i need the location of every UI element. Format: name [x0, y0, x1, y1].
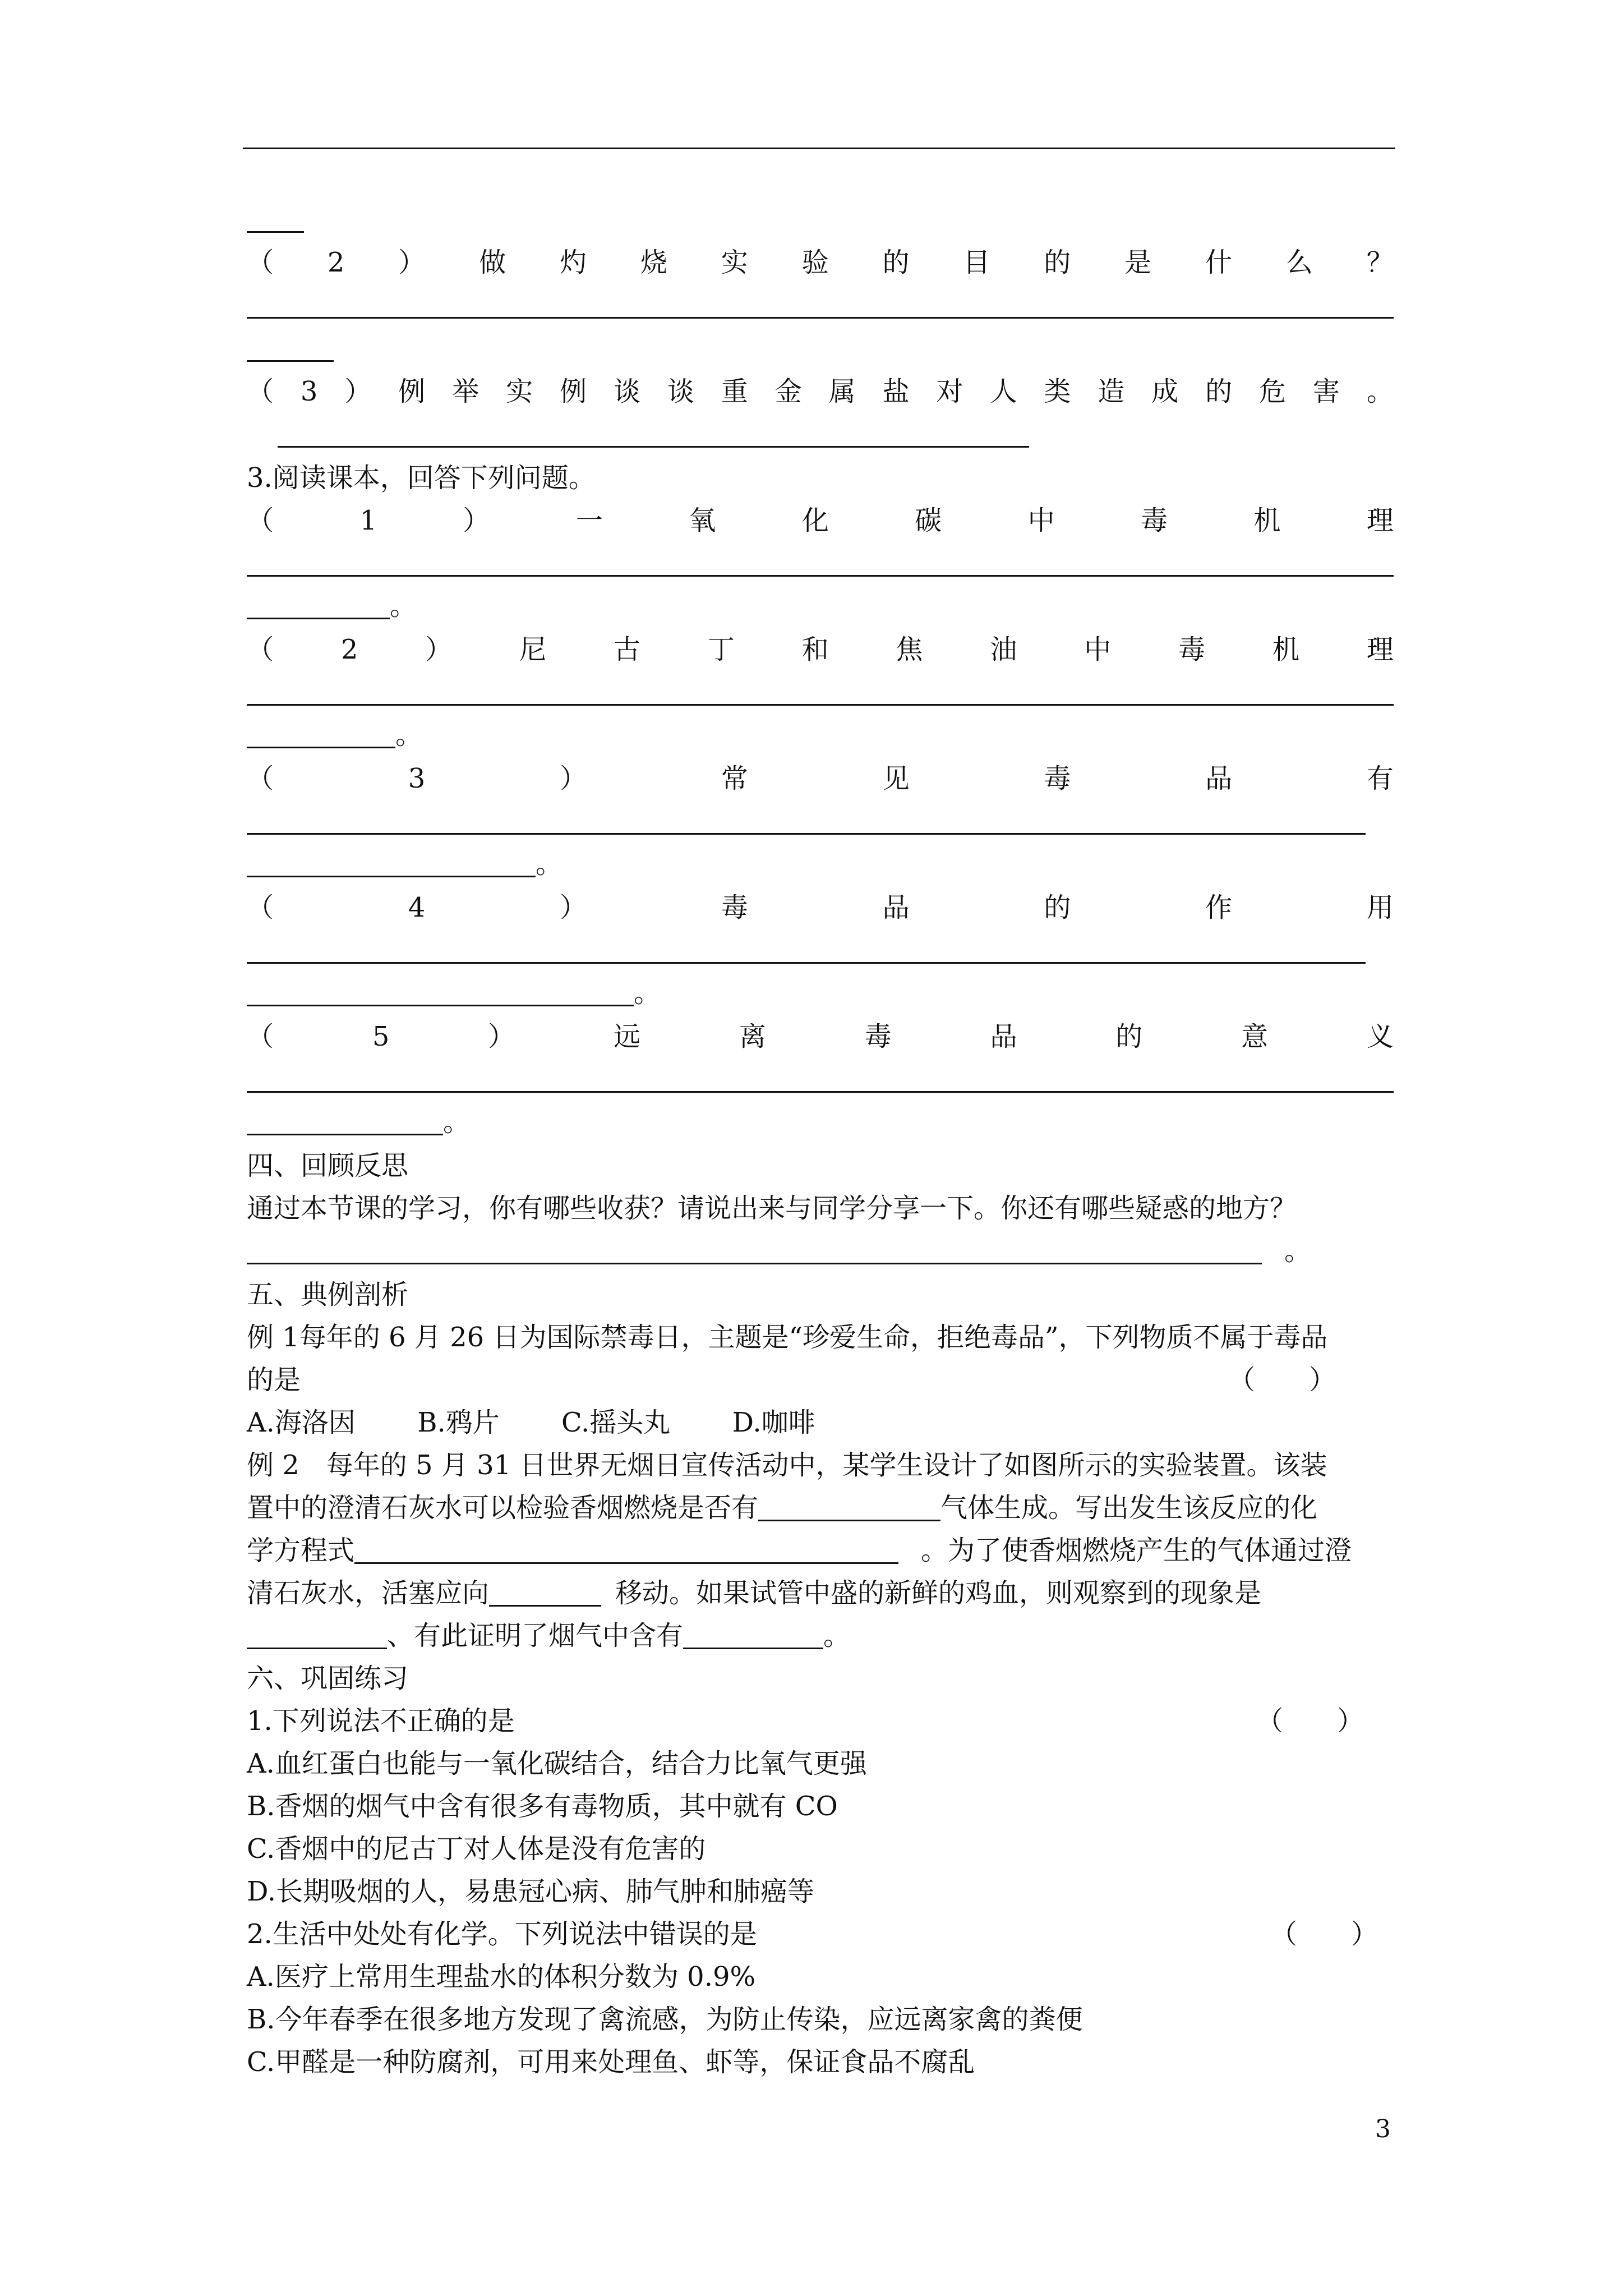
question-char: 毒 [864, 1021, 892, 1052]
question-char: 金 [774, 376, 802, 407]
question-char: ） [560, 892, 587, 923]
practice-2-option-a[interactable]: A.医疗上常用生理盐水的体积分数为 0.9% [247, 1961, 756, 1993]
question-char: 做 [479, 247, 506, 278]
question-char: ） [344, 376, 372, 407]
practice-1-option-d[interactable]: D.长期吸烟的人，易患冠心病、肺气肿和肺癌等 [247, 1876, 815, 1907]
question-char: 谈 [667, 376, 694, 407]
question-char: （ [247, 505, 274, 536]
question-char: ） [463, 505, 490, 536]
answer-paren[interactable]: （ ） [1270, 1918, 1378, 1950]
question-char: 和 [801, 634, 829, 665]
practice-1-option-c[interactable]: C.香烟中的尼古丁对人体是没有危害的 [247, 1833, 706, 1865]
answer-line-end: 。 [247, 1105, 470, 1139]
question-char: 的 [882, 247, 910, 278]
question-char: （ [247, 376, 274, 407]
answer-blank[interactable] [683, 1621, 823, 1649]
question-2-3 [247, 375, 1394, 408]
question-char: 害 [1312, 376, 1340, 407]
question-char: 灼 [560, 247, 587, 278]
question-char: 碳 [915, 505, 942, 536]
question-char: 作 [1205, 892, 1233, 923]
example-2-stem-3: 学方程式 。为了使香烟燃烧产生的气体通过澄 [247, 1535, 1352, 1566]
question-char: 毒 [1044, 763, 1071, 794]
answer-blank[interactable] [247, 317, 1394, 319]
answer-line-end: 。 [247, 847, 562, 881]
question-char: （ [247, 247, 274, 278]
question-char: （ [247, 763, 274, 794]
question-char: 离 [739, 1021, 766, 1052]
question-char: 例 [398, 376, 426, 407]
answer-blank[interactable] [489, 1578, 601, 1607]
question-char: 中 [1027, 505, 1055, 536]
practice-1-option-a[interactable]: A.血红蛋白也能与一氧化碳结合，结合力比氧气更强 [247, 1748, 867, 1779]
question-char: 的 [1044, 247, 1071, 278]
question-char: 重 [721, 376, 748, 407]
question-char: ） [488, 1021, 515, 1052]
question-char: 理 [1366, 505, 1394, 536]
answer-blank[interactable] [247, 1107, 443, 1135]
question-char: 义 [1366, 1021, 1394, 1052]
question-char: 理 [1366, 634, 1394, 665]
question-char: ） [560, 763, 587, 794]
question-char: 2 [327, 247, 345, 278]
question-char: 远 [614, 1021, 641, 1052]
question-char: 是 [1124, 247, 1152, 278]
practice-2-option-c[interactable]: C.甲醛是一种防腐剂，可用来处理鱼、虾等，保证食品不腐乱 [247, 2046, 975, 2078]
question-char: 实 [721, 247, 748, 278]
question-char: ） [398, 247, 426, 278]
answer-line-end: 。 [247, 1234, 1311, 1268]
section-6-heading: 六、巩固练习 [247, 1663, 409, 1694]
section-4-prompt: 通过本节课的学习，你有哪些收获？请说出来与同学分享一下。你还有哪些疑惑的地方？ [247, 1193, 1297, 1224]
question-char: 化 [801, 505, 829, 536]
answer-blank[interactable] [247, 1236, 1262, 1264]
question-char: 用 [1366, 892, 1394, 923]
question-char: 属 [828, 376, 856, 407]
question-char: 有 [1366, 763, 1394, 794]
question-char: 毒 [721, 892, 748, 923]
question-char: （ [247, 634, 274, 665]
example-1-options [247, 1406, 815, 1439]
question-char: 造 [1098, 376, 1125, 407]
question-char: 烧 [640, 247, 667, 278]
answer-blank[interactable] [247, 575, 1394, 577]
question-char: 类 [1044, 376, 1071, 407]
question-char: 3 [408, 763, 426, 794]
answer-line-end: 。 [247, 976, 661, 1010]
option-a[interactable]: A.海洛因 [247, 1407, 356, 1438]
example-2-stem-2: 置中的澄清石灰水可以检验香烟燃烧是否有 气体生成。写出发生该反应的化 [247, 1492, 1318, 1524]
practice-2-option-b[interactable]: B.今年春季在很多地方发现了禽流感，为防止传染，应远离家禽的粪便 [247, 2004, 1083, 2035]
question-char: 么 [1285, 247, 1313, 278]
example-1-stem: 例 1每年的 6 月 26 日为国际禁毒日，主题是“珍爱生命，拒绝毒品”，下列物质不属于毒品 [247, 1322, 1328, 1353]
question-3-2 [247, 633, 1394, 666]
question-char: 目 [963, 247, 990, 278]
example-2-stem-4: 清石灰水，活塞应向 移动。如果试管中盛的新鲜的鸡血，则观察到的现象是 [247, 1577, 1262, 1609]
question-char: 2 [340, 634, 358, 665]
question-char: 丁 [707, 634, 735, 665]
question-char: 对 [936, 376, 963, 407]
question-char: 实 [506, 376, 533, 407]
question-char: 品 [882, 892, 910, 923]
question-char: 。 [1366, 376, 1394, 407]
question-char: 危 [1259, 376, 1287, 407]
question-char: 品 [1205, 763, 1233, 794]
option-c[interactable]: C.摇头丸 [561, 1407, 671, 1438]
practice-1-stem: 1.下列说法不正确的是 [247, 1705, 515, 1737]
answer-blank[interactable] [278, 446, 1029, 448]
answer-blank[interactable] [247, 360, 334, 362]
answer-blank[interactable] [247, 720, 395, 748]
question-char: （ [247, 892, 274, 923]
question-char: 意 [1241, 1021, 1269, 1052]
question-char: 5 [372, 1021, 390, 1052]
question-char: 氧 [689, 505, 716, 536]
answer-paren[interactable]: （ ） [1256, 1705, 1364, 1737]
question-char: 3 [300, 376, 318, 407]
answer-line-end: 。 [247, 589, 417, 623]
question-char: 人 [990, 376, 1017, 407]
practice-1-option-b[interactable]: B.香烟的烟气中含有很多有毒物质，其中就有 CO [247, 1791, 838, 1822]
question-char: 常 [721, 763, 748, 794]
question-3-5 [247, 1020, 1394, 1053]
section-4-heading: 四、回顾反思 [247, 1150, 409, 1181]
question-char: 1 [359, 505, 377, 536]
question-char: 举 [452, 376, 479, 407]
example-1-stem-cont: 的是 [247, 1364, 301, 1396]
question-char: 盐 [882, 376, 910, 407]
question-3-3 [247, 762, 1394, 795]
question-char: 什 [1205, 247, 1233, 278]
question-2-2 [247, 246, 1394, 279]
question-char: 见 [882, 763, 910, 794]
question-char: 机 [1272, 634, 1299, 665]
question-char: 例 [560, 376, 587, 407]
example-2-stem: 例 2 每年的 5 月 31 日世界无烟日宣传活动中，某学生设计了如图所示的实验装置。该装 [247, 1450, 1327, 1481]
answer-paren[interactable]: （ ） [1228, 1364, 1336, 1396]
question-char: 尼 [519, 634, 547, 665]
answer-blank[interactable] [354, 1535, 898, 1564]
header-rule [243, 148, 1395, 149]
question-char: 成 [1151, 376, 1179, 407]
question-char: ？ [1366, 247, 1394, 278]
question-char: 验 [801, 247, 829, 278]
practice-2-stem: 2.生活中处处有化学。下列说法中错误的是 [247, 1918, 757, 1950]
question-char: 谈 [613, 376, 640, 407]
answer-blank[interactable] [247, 978, 634, 1006]
question-char: 毒 [1178, 634, 1206, 665]
question-3-4 [247, 891, 1394, 924]
section-5-heading: 五、典例剖析 [247, 1279, 409, 1310]
question-char: ） [425, 634, 453, 665]
answer-blank[interactable] [247, 849, 536, 877]
answer-blank[interactable] [247, 231, 304, 233]
answer-line-end: 。 [247, 718, 422, 752]
option-b[interactable]: B.鸦片 [417, 1407, 500, 1438]
question-char: 4 [408, 892, 426, 923]
answer-blank[interactable] [247, 591, 390, 619]
question-char: （ [247, 1021, 274, 1052]
option-d[interactable]: D.咖啡 [732, 1407, 815, 1438]
answer-blank[interactable] [247, 1091, 1394, 1093]
question-char: 品 [990, 1021, 1017, 1052]
page-number: 3 [1375, 2115, 1391, 2143]
question-char: 的 [1115, 1021, 1143, 1052]
answer-blank[interactable] [247, 704, 1394, 706]
question-char: 一 [575, 505, 603, 536]
answer-blank[interactable] [247, 833, 1366, 835]
question-char: 油 [990, 634, 1017, 665]
question-3-1 [247, 504, 1394, 537]
answer-blank[interactable] [247, 962, 1366, 964]
question-char: 焦 [896, 634, 923, 665]
question-char: 的 [1044, 892, 1071, 923]
answer-blank[interactable] [758, 1493, 940, 1521]
question-char: 机 [1253, 505, 1281, 536]
example-2-stem-5: 、有此证明了烟气中含有 。 [247, 1619, 850, 1653]
question-char: 中 [1084, 634, 1112, 665]
question-char: 古 [613, 634, 640, 665]
question-char: 毒 [1141, 505, 1168, 536]
question-char: 的 [1205, 376, 1233, 407]
question-3-title: 3.阅读课本，回答下列问题。 [247, 462, 596, 494]
answer-blank[interactable] [247, 1621, 387, 1649]
